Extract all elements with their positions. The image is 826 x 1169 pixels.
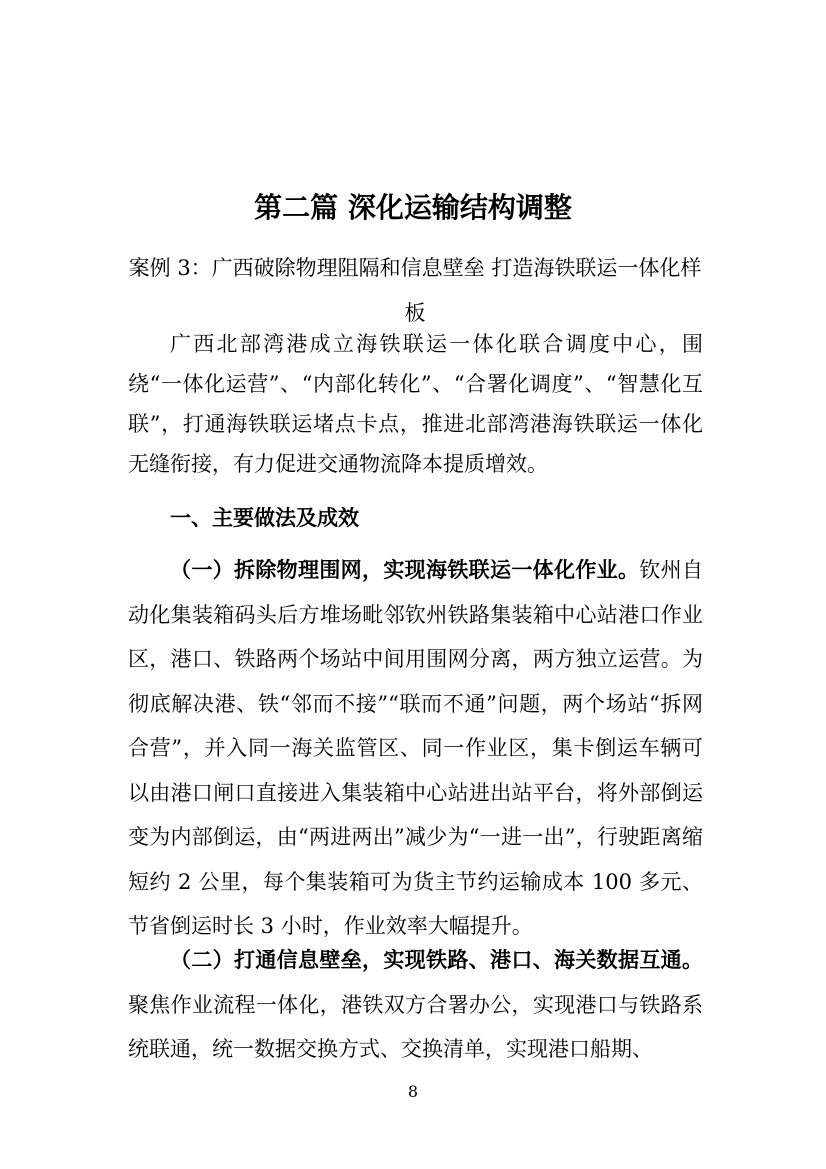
case-subtitle: 案例 3：广西破除物理阻隔和信息壁垒 打造海铁联运一体化样板 xyxy=(128,256,702,325)
chapter-title: 第二篇 深化运输结构调整 xyxy=(254,191,572,224)
measure-paragraph-1 xyxy=(128,548,703,949)
measure-text-1: 钦州自动化集装箱码头后方堆场毗邻钦州铁路集装箱中心站港口作业区，港口、铁路两个场站中间用围网分离，两方独立运营。为彻底解决港、铁“邻而不接”“联而不通”问题，两个场站“拆网合营”，并入同一海关监管区、同一作业区，集卡倒运车辆可以由港口闸口直接进入集装箱中心站进出站平台，将外部倒运变为内部倒运，由“两进两出”减少为“一进一出”，行驶距离缩短约 2 公里，每个集装箱可为货主节约运输成本 100 多元、节省倒运时长 3 小时，作业效率大幅提升。 xyxy=(128,558,704,938)
measure-text-2: 聚焦作业流程一体化，港铁双方合署办公，实现港口与铁路系统联通，统一数据交换方式、交换清单，实现港口船期、 xyxy=(128,992,703,1061)
section-heading: 一、主要做法及成效 xyxy=(170,506,359,530)
measure-lead-1: （一）拆除物理围网，实现海铁联运一体化作业。 xyxy=(170,557,640,582)
intro-paragraph: 广西北部湾港成立海铁联运一体化联合调度中心，围绕“一体化运营”、“内部化转化”、“合署化调度”、“智慧化互联”，打通海铁联运堵点卡点，推进北部湾港海铁联运一体化无缝衔接，有力促进交通物流降本提质增效。 xyxy=(128,332,703,476)
page-number: 8 xyxy=(407,1082,419,1101)
measure-paragraph-2 xyxy=(128,938,703,1072)
measure-lead-2: （二）打通信息壁垒，实现铁路、港口、海关数据互通。 xyxy=(170,947,703,972)
